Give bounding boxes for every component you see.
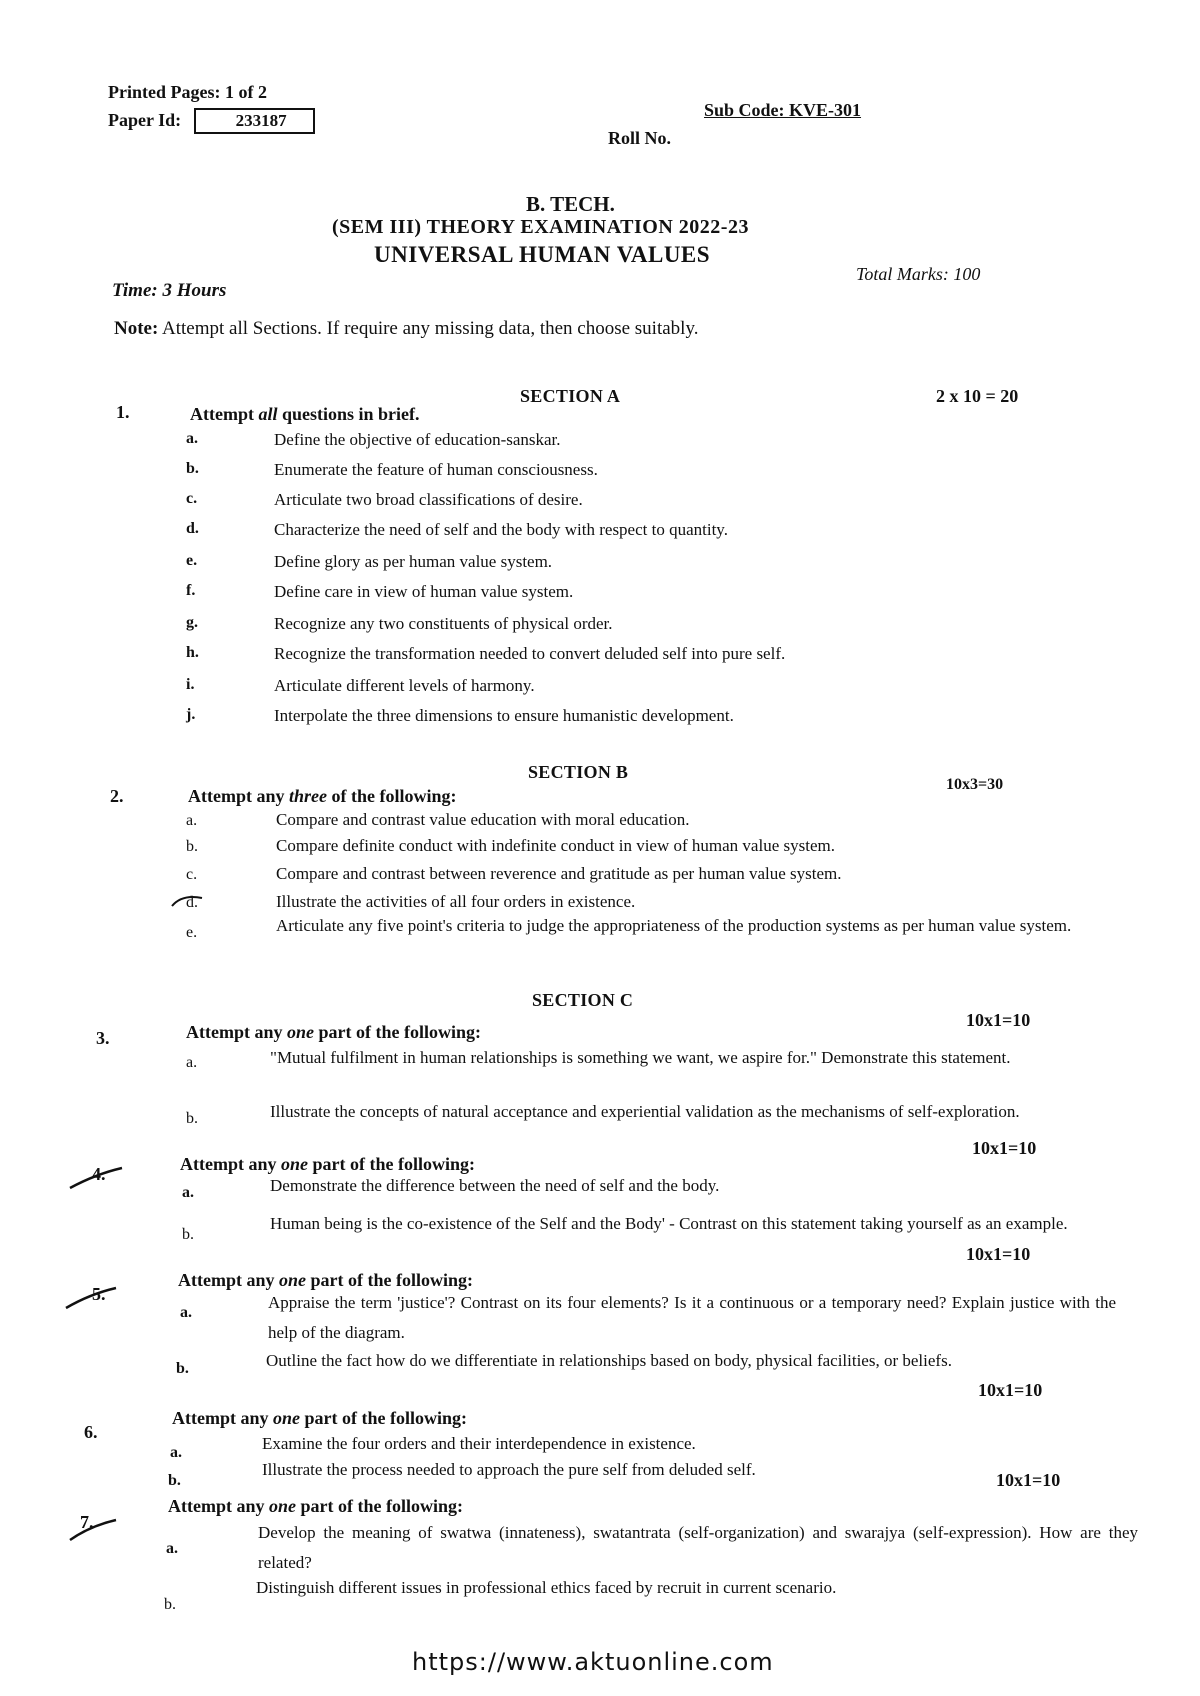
question-3-marks: 10x1=10 <box>966 1010 1031 1030</box>
lead-text: Attempt <box>190 404 259 424</box>
item-text: Articulate different levels of harmony. <box>274 676 535 695</box>
item-letter: a. <box>186 812 198 829</box>
paper-id-box: 233187 <box>194 108 315 134</box>
subject-title: UNIVERSAL HUMAN VALUES <box>374 242 711 267</box>
item-text: Define glory as per human value system. <box>274 552 553 571</box>
pen-mark-icon <box>64 1500 124 1546</box>
question-2-number: 2. <box>110 786 124 806</box>
item-letter: b. <box>176 1360 189 1377</box>
item-letter: d. <box>186 894 198 911</box>
item-text: Illustrate the process needed to approach the pure self from deluded self. <box>262 1460 756 1479</box>
item-text: Distinguish different issues in professional ethics faced by recruit in current scenario. <box>256 1578 837 1597</box>
item-text: Examine the four orders and their interdependence in existence. <box>262 1434 696 1453</box>
question-6-number: 6. <box>84 1422 98 1442</box>
note-label: Note: <box>114 318 159 339</box>
item-text: Compare and contrast between reverence and gratitude as per human value system. <box>276 864 842 883</box>
item-text: Demonstrate the difference between the need of self and the body. <box>270 1176 720 1195</box>
lead-emphasis: one <box>281 1154 308 1174</box>
item-text: Define the objective of education-sanskar. <box>274 430 561 449</box>
item-letter: b. <box>164 1596 176 1613</box>
item-letter: a. <box>170 1444 182 1461</box>
paper-id-label: Paper Id: <box>108 110 182 130</box>
item-letter: b. <box>186 460 199 477</box>
lead-text: Attempt any <box>172 1408 273 1428</box>
question-6-marks: 10x1=10 <box>978 1380 1043 1400</box>
item-letter: f. <box>186 582 196 599</box>
item-text: Define care in view of human value system. <box>274 582 574 601</box>
item-text: Develop the meaning of swatwa (innateness), swatantrata (self-organization) and swarajya (self-expression). How are they related? <box>258 1523 1138 1572</box>
roll-no: Roll No. <box>608 128 671 148</box>
pen-mark-icon <box>66 1154 126 1194</box>
item-text: Interpolate the three dimensions to ensure humanistic development. <box>274 706 734 725</box>
lead-text: part of the following: <box>314 1022 481 1042</box>
pen-mark-icon <box>62 1270 122 1314</box>
item-text: Articulate any five point's criteria to judge the appropriateness of the production systems as per human value system. <box>276 916 1072 935</box>
question-7-lead <box>168 1496 463 1517</box>
lead-emphasis: three <box>289 786 327 806</box>
question-6-lead <box>172 1408 467 1429</box>
section-c-title: SECTION C <box>532 990 634 1010</box>
total-marks: Total Marks: 100 <box>856 264 981 284</box>
item-letter: a. <box>166 1540 178 1557</box>
item-text: Compare and contrast value education with moral education. <box>276 810 690 829</box>
item-text: Appraise the term 'justice'? Contrast on its four elements? Is it a continuous or a temporary need? Explain justice with the help of the diagram. <box>268 1293 1116 1342</box>
item-text: Human being is the co-existence of the Self and the Body' - Contrast on this statement taking yourself as an example. <box>270 1214 1068 1233</box>
item-letter: b. <box>168 1472 181 1489</box>
paper-id-row <box>108 108 315 134</box>
item-letter: d. <box>186 520 199 537</box>
lead-emphasis: one <box>269 1496 296 1516</box>
item-letter: b. <box>186 1110 198 1127</box>
question-7-marks: 10x1=10 <box>996 1470 1061 1490</box>
item-letter: c. <box>186 866 198 883</box>
degree-title: B. TECH. <box>526 192 615 216</box>
lead-text: Attempt any <box>168 1496 269 1516</box>
lead-text: part of the following: <box>300 1408 467 1428</box>
question-4-marks: 10x1=10 <box>972 1138 1037 1158</box>
item-letter: g. <box>186 614 198 631</box>
section-a-marks: 2 x 10 = 20 <box>936 386 1019 406</box>
question-3-number: 3. <box>96 1028 110 1048</box>
lead-text: part of the following: <box>296 1496 463 1516</box>
question-4-lead <box>180 1154 475 1175</box>
lead-emphasis: one <box>279 1270 306 1290</box>
sub-code: Sub Code: KVE-301 <box>704 100 862 120</box>
pen-mark-icon <box>168 890 208 914</box>
item-text: Enumerate the feature of human consciousness. <box>274 460 598 479</box>
section-a-title: SECTION A <box>520 386 621 406</box>
item-text: "Mutual fulfilment in human relationships is something we want, we aspire for." Demonstrate this statement. <box>270 1048 1011 1067</box>
question-4-number: 4. <box>92 1164 106 1184</box>
footer-url[interactable]: https://www.aktuonline.com <box>412 1648 774 1676</box>
exam-title: (SEM III) THEORY EXAMINATION 2022-23 <box>332 216 749 238</box>
item-letter: a. <box>182 1184 194 1201</box>
item-letter: a. <box>186 430 198 447</box>
item-letter: c. <box>186 490 198 507</box>
lead-emphasis: one <box>287 1022 314 1042</box>
lead-text: part of the following: <box>306 1270 473 1290</box>
item-letter: j. <box>186 706 196 723</box>
lead-text: Attempt any <box>186 1022 287 1042</box>
question-1-number: 1. <box>116 402 130 422</box>
item-text: Recognize the transformation needed to convert deluded self into pure self. <box>274 644 786 663</box>
section-b-title: SECTION B <box>528 762 629 782</box>
item-text: Articulate two broad classifications of desire. <box>274 490 583 509</box>
question-2-lead <box>188 786 457 807</box>
lead-text: questions in brief. <box>277 404 420 424</box>
section-b-marks: 10x3=30 <box>946 776 1004 793</box>
item-letter: e. <box>186 552 198 569</box>
lead-text: part of the following: <box>308 1154 475 1174</box>
item-text: Recognize any two constituents of physical order. <box>274 614 613 633</box>
item-text: Illustrate the concepts of natural acceptance and experiential validation as the mechanisms of self-exploration. <box>270 1102 1020 1121</box>
question-1-lead <box>190 404 420 425</box>
question-7-number: 7. <box>80 1512 94 1532</box>
printed-pages: Printed Pages: 1 of 2 <box>108 82 267 102</box>
lead-text: Attempt any <box>180 1154 281 1174</box>
item-letter: h. <box>186 644 199 661</box>
lead-emphasis: all <box>258 404 278 424</box>
item-letter: a. <box>186 1054 198 1071</box>
item-letter: i. <box>186 676 195 693</box>
note-text: Attempt all Sections. If require any missing data, then choose suitably. <box>162 318 699 339</box>
item-text: Outline the fact how do we differentiate in relationships based on body, physical facilities, or beliefs. <box>266 1351 952 1370</box>
item-text: Compare definite conduct with indefinite conduct in view of human value system. <box>276 836 835 855</box>
lead-text: Attempt any <box>178 1270 279 1290</box>
question-5-marks: 10x1=10 <box>966 1244 1031 1264</box>
item-text: Characterize the need of self and the body with respect to quantity. <box>274 520 728 539</box>
lead-text: of the following: <box>327 786 457 806</box>
time-label: Time: 3 Hours <box>112 280 227 301</box>
question-5-number: 5. <box>92 1284 106 1304</box>
item-letter: a. <box>180 1304 192 1321</box>
lead-emphasis: one <box>273 1408 300 1428</box>
item-letter: b. <box>182 1226 194 1243</box>
item-letter: b. <box>186 838 198 855</box>
question-3-lead <box>186 1022 481 1043</box>
item-letter: e. <box>186 924 198 941</box>
lead-text: Attempt any <box>188 786 289 806</box>
note <box>114 318 698 340</box>
item-text: Illustrate the activities of all four orders in existence. <box>276 892 636 911</box>
